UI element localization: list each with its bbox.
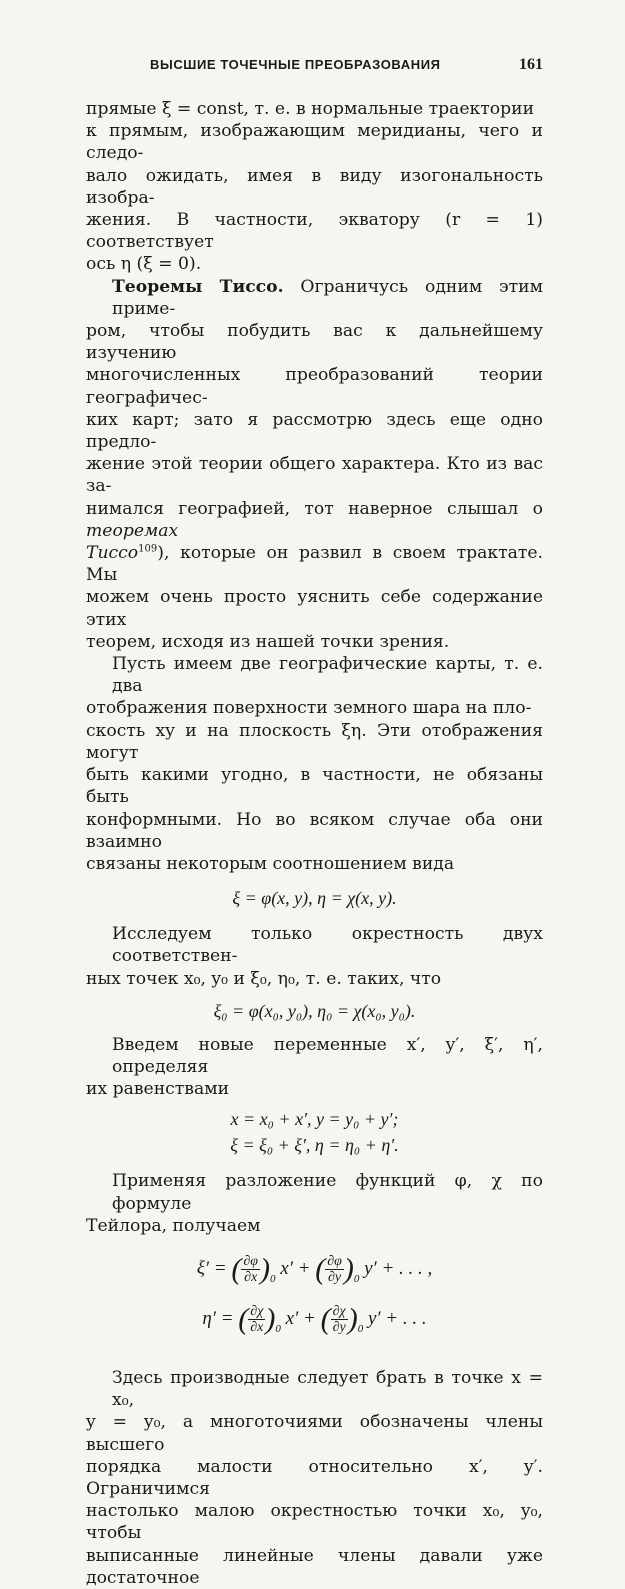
- text-line: Здесь производные следует брать в точке x = x₀,: [112, 1367, 543, 1411]
- text-line: настолько малою окрестностью точки x₀, y₀, чтобы: [86, 1501, 543, 1544]
- text-line: [86, 542, 543, 586]
- paragraph-3: [86, 653, 543, 875]
- text-line: теорем, исходя из нашей точки зрения.: [86, 631, 450, 652]
- paren: (: [238, 1302, 249, 1336]
- paren: (: [315, 1252, 326, 1286]
- formula-taylor: [86, 1249, 543, 1349]
- lhs: ξ′ =: [196, 1257, 227, 1279]
- text-line: можем очень просто уяснить себе содержание этих: [86, 587, 543, 630]
- text-line: [86, 498, 543, 542]
- taylor-row-eta: η′ = ( $\frac{\partial\chi}{\partial x}$ )$_0$ x′ + ( $\frac{\partial\chi}{\partial y}$ )$_0$ y′ + . . .: [202, 1302, 427, 1336]
- taylor-row-xi: ξ′ = ( $\frac{\partial\varphi}{\partial x}$ )$_0$ x′ + ( $\frac{\partial\varphi}{\partial y}$ )$_0$ y′ + . . . ,: [196, 1252, 433, 1286]
- text-line: их равенствами: [86, 1079, 230, 1100]
- text-line: к прямым, изображающим меридианы, чего и следо-: [86, 121, 543, 164]
- paren: (: [320, 1302, 331, 1336]
- text-line: жения. В частности, экватору (r = 1) соответствует: [86, 210, 543, 253]
- formula-line: ξ = ξ₀ + ξ′, η = η₀ + η′.: [230, 1135, 399, 1156]
- formula-mapping: ξ = φ(x, y), η = χ(x, y).: [232, 888, 397, 909]
- text-line: связаны некоторым соотношением вида: [86, 853, 455, 874]
- text-line: ось η (ξ = 0).: [86, 254, 202, 275]
- running-header: [86, 56, 543, 86]
- paragraph-4: [86, 923, 543, 990]
- text-line: быть какими угодно, в частности, не обязаны быть: [86, 765, 543, 808]
- footnote-ref: 109: [138, 543, 158, 555]
- text-line: ных точек x₀, y₀ и ξ₀, η₀, т. е. таких, что: [86, 968, 442, 989]
- text-line: отображения поверхности земного шара на пло-: [86, 698, 532, 719]
- paragraph-6: [86, 1170, 543, 1237]
- text-line: [86, 276, 543, 320]
- fraction: $\frac{\partial\varphi}{\partial x}$: [243, 1254, 259, 1286]
- paren: ): [260, 1252, 271, 1286]
- paren: ): [347, 1302, 358, 1336]
- fraction: $\frac{\partial\chi}{\partial x}$: [250, 1304, 264, 1336]
- text-line: Применяя разложение функций φ, χ по формуле: [112, 1171, 543, 1214]
- text-line: конформными. Но во всяком случае оба они взаимно: [86, 809, 543, 852]
- text-line: скость xy и на плоскость ξη. Эти отображения могут: [86, 720, 543, 763]
- paragraph-7: [86, 1367, 543, 1589]
- paren: (: [231, 1252, 242, 1286]
- text-line: выписанные линейные члены давали уже достаточное: [86, 1545, 543, 1588]
- text-line: ких карт; зато я рассмотрю здесь еще одно предло-: [86, 409, 543, 453]
- text-line: y = y₀, а многоточиями обозначены члены высшего: [86, 1412, 543, 1455]
- paragraph-5: [86, 1034, 543, 1101]
- text-line: многочисленных преобразований теории географичес-: [86, 365, 543, 408]
- italic-term: теоремах: [86, 520, 179, 541]
- paragraph-1: [86, 98, 543, 276]
- section-heading: Теоремы Тиссо.: [112, 276, 284, 297]
- header-title: ВЫСШИЕ ТОЧЕЧНЫЕ ПРЕОБРАЗОВАНИЯ: [150, 57, 441, 72]
- text-fragment: ), которые он развил в своем трактате. Мы: [86, 543, 543, 586]
- text-line: прямые ξ = const, т. е. в нормальные траектории: [86, 99, 535, 119]
- paragraph-tissot: [86, 276, 543, 653]
- text-line: Пусть имеем две географические карты, т. е. два: [112, 654, 543, 697]
- paren: ): [343, 1252, 354, 1286]
- fraction: $\frac{\partial\varphi}{\partial y}$: [327, 1254, 342, 1286]
- formula-line: x = x₀ + x′, y = y₀ + y′;: [230, 1109, 399, 1130]
- text-line: ром, чтобы побудить вас к дальнейшему изучению: [86, 321, 543, 364]
- fraction: $\frac{\partial\chi}{\partial y}$: [332, 1304, 346, 1336]
- formula-points: ξ₀ = φ(x₀, y₀), η₀ = χ(x₀, y₀).: [213, 1000, 416, 1021]
- formula-substitution: [86, 1106, 543, 1158]
- lhs: η′ =: [202, 1307, 234, 1329]
- text-fragment: Ограничусь одним этим приме-: [112, 276, 544, 319]
- page-number: 161: [519, 56, 543, 73]
- text-line: вало ожидать, имея в виду изогональность изобра-: [86, 165, 543, 208]
- text-line: Введем новые переменные x′, y′, ξ′, η′, определяя: [112, 1034, 543, 1077]
- text-line: порядка малости относительно x′, y′. Ограничимся: [86, 1456, 543, 1499]
- text-line: жение этой теории общего характера. Кто из вас за-: [86, 454, 543, 497]
- text-fragment: нимался географией, тот наверное слышал о: [86, 498, 543, 519]
- text-line: Исследуем только окрестность двух соответствен-: [112, 924, 543, 967]
- paren: ): [265, 1302, 276, 1336]
- italic-term: Тиссо: [86, 543, 139, 564]
- text-line: Тейлора, получаем: [86, 1215, 261, 1236]
